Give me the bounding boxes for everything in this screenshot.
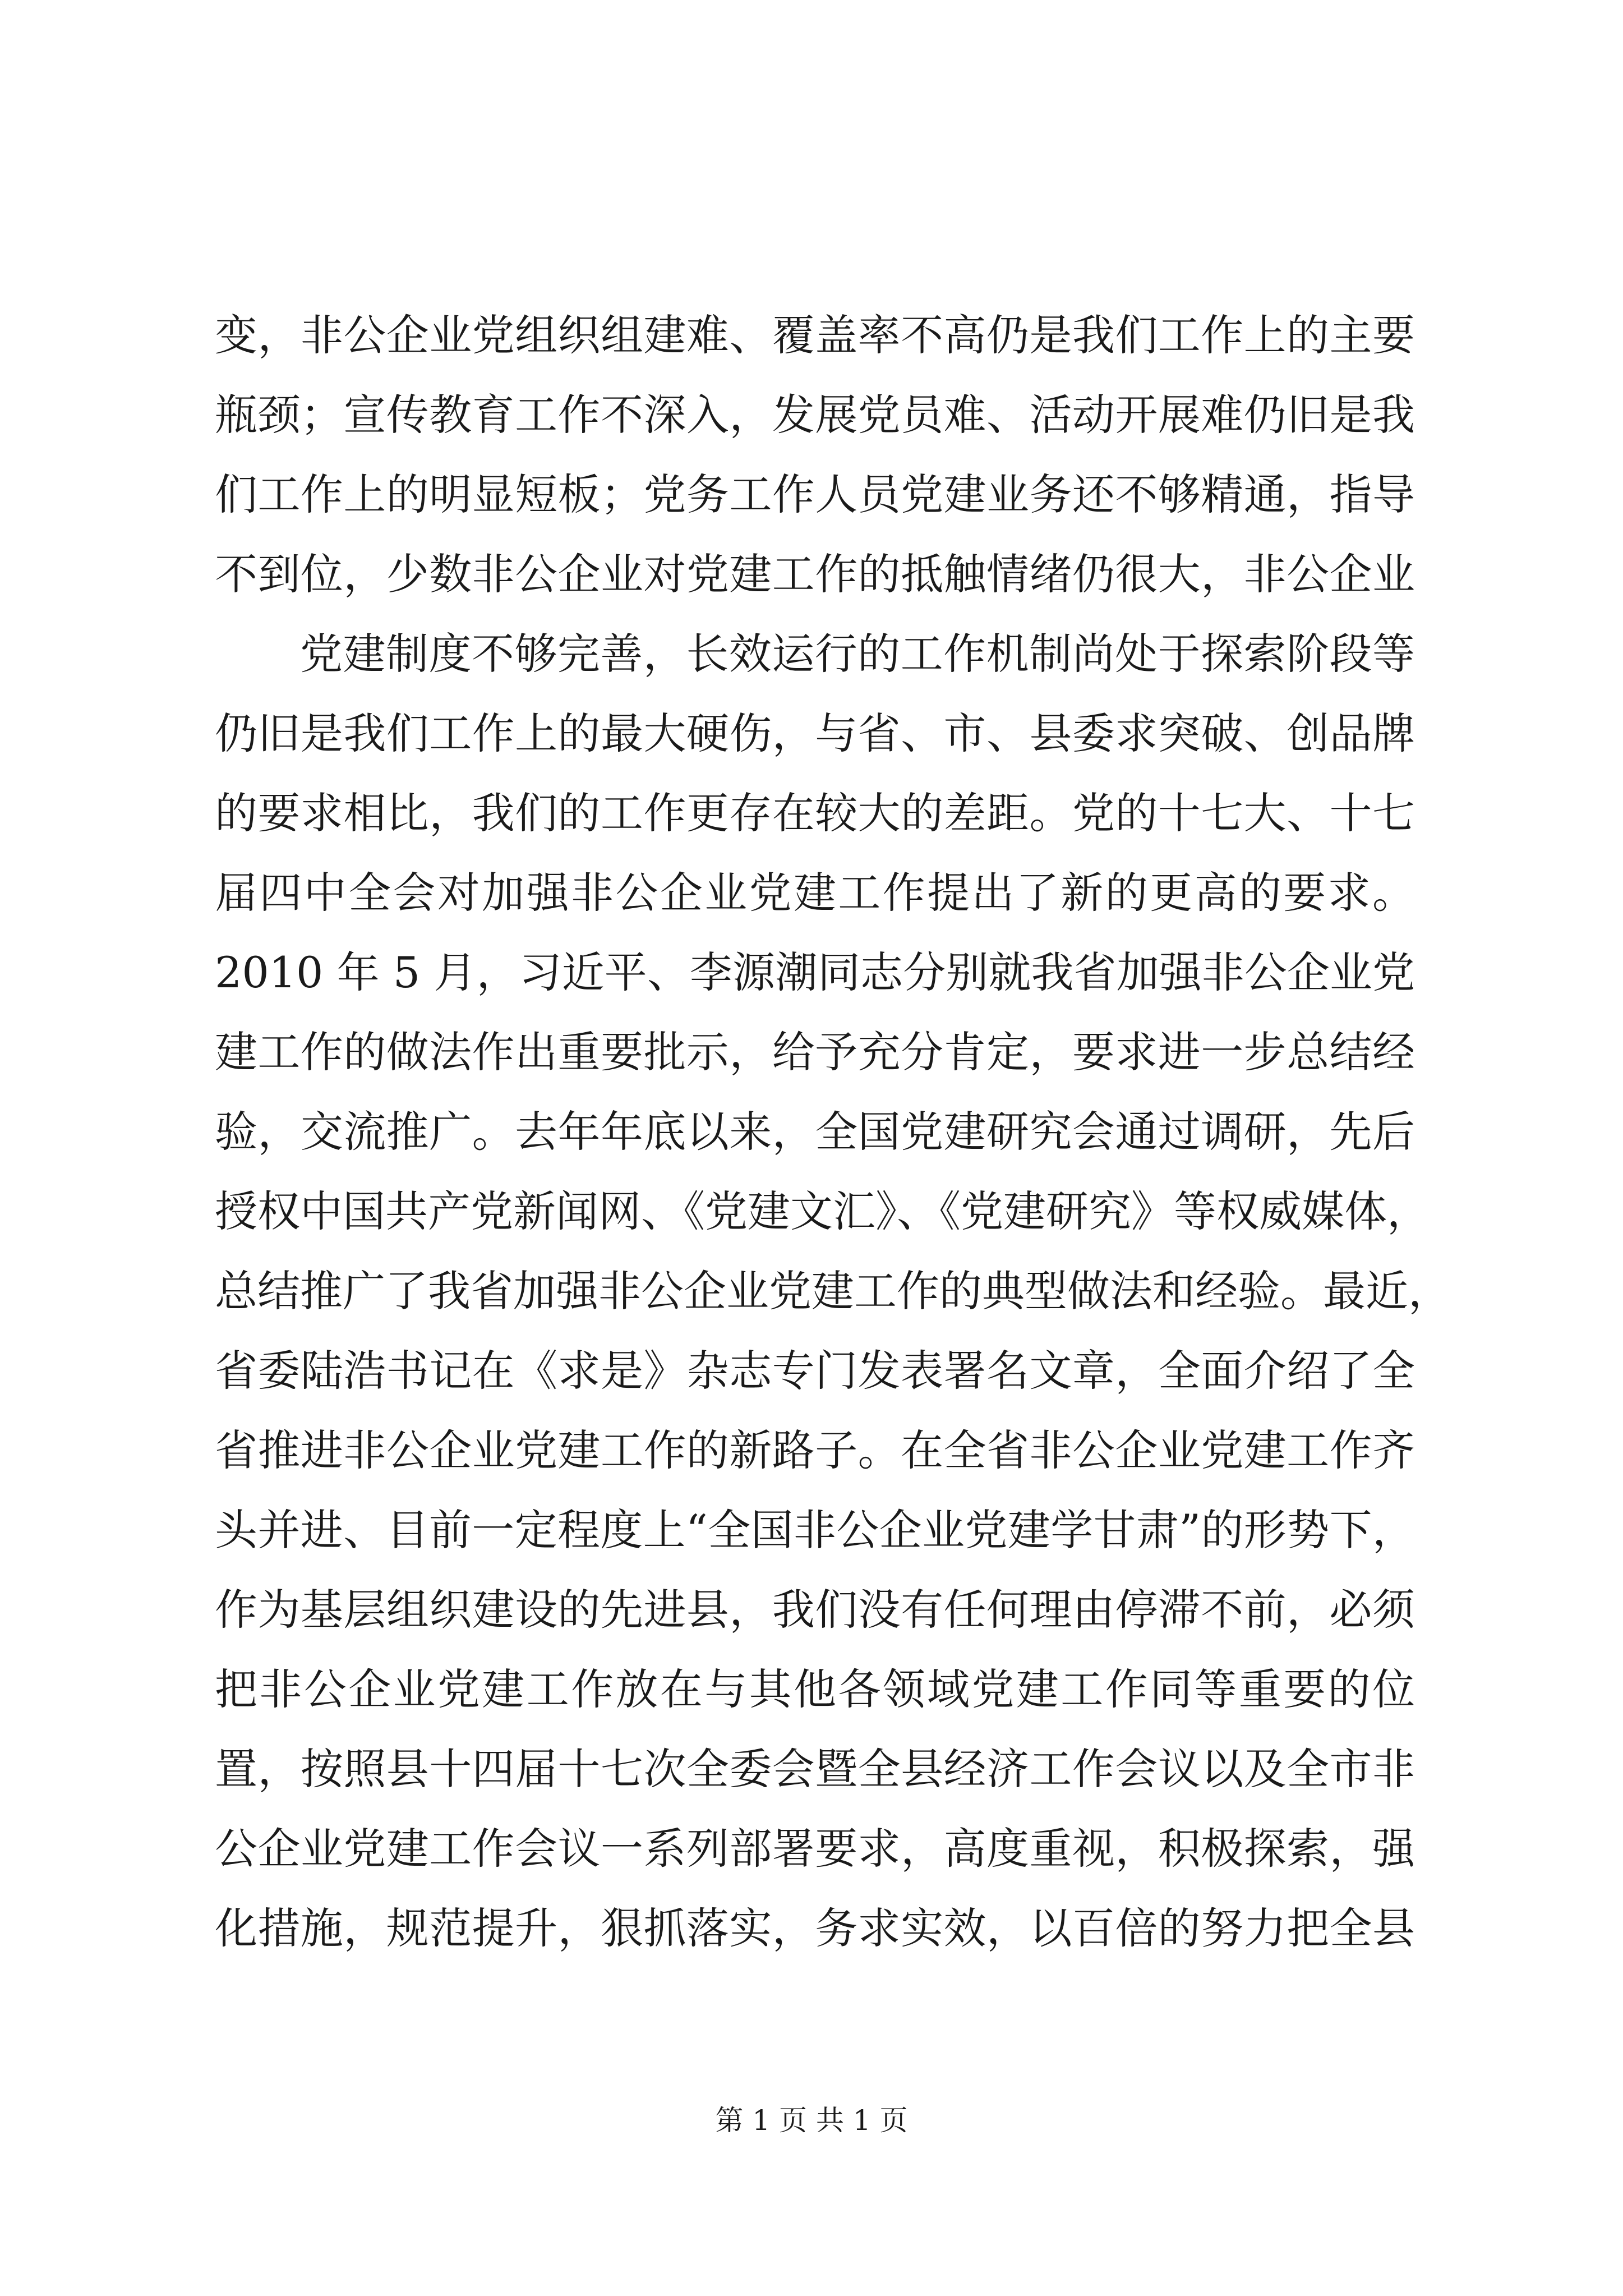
text-line: 省推进非公企业党建工作的新路子。在全省非公企业党建工作齐 — [215, 1425, 1415, 1475]
page-footer: 第 1 页 共 1 页 — [715, 2104, 908, 2137]
text-line: 届四中全会对加强非公企业党建工作提出了新的更高的要求。 — [215, 868, 1415, 918]
text-line: 置，按照县十四届十七次全委会暨全县经济工作会议以及全市非 — [215, 1744, 1415, 1794]
text-line: 建工作的做法作出重要批示，给予充分肯定，要求进一步总结经 — [215, 1027, 1415, 1077]
text-line: 变，非公企业党组织组建难、覆盖率不高仍是我们工作上的主要 — [215, 310, 1415, 360]
text-line: 头并进、目前一定程度上“全国非公企业党建学甘肃”的形势下， — [215, 1505, 1415, 1555]
text-line: 仍旧是我们工作上的最大硬伤，与省、市、县委求突破、创品牌 — [215, 708, 1415, 758]
text-line: 验，交流推广。去年年底以来，全国党建研究会通过调研，先后 — [215, 1107, 1415, 1157]
text-line: 瓶颈；宣传教育工作不深入，发展党员难、活动开展难仍旧是我 — [215, 390, 1415, 440]
text-line: 的要求相比，我们的工作更存在较大的差距。党的十七大、十七 — [215, 788, 1415, 838]
text-line: 们工作上的明显短板；党务工作人员党建业务还不够精通，指导 — [215, 470, 1415, 519]
text-line: 化措施，规范提升，狠抓落实，务求实效，以百倍的努力把全县 — [215, 1903, 1415, 1953]
text-line: 省委陆浩书记在《求是》杂志专门发表署名文章，全面介绍了全 — [215, 1346, 1415, 1396]
text-line: 把非公企业党建工作放在与其他各领域党建工作同等重要的位 — [215, 1664, 1415, 1714]
text-line: 不到位，少数非公企业对党建工作的抵触情绪仍很大，非公企业 — [215, 549, 1415, 599]
text-line: 公企业党建工作会议一系列部署要求，高度重视，积极探索，强 — [215, 1824, 1415, 1874]
text-line: 作为基层组织建设的先进县，我们没有任何理由停滞不前，必须 — [215, 1585, 1415, 1635]
text-line: 党建制度不够完善，长效运行的工作机制尚处于探索阶段等 — [300, 629, 1415, 679]
text-line: 2010 年 5 月，习近平、李源潮同志分别就我省加强非公企业党 — [215, 947, 1415, 997]
text-line: 总结推广了我省加强非公企业党建工作的典型做法和经验。最近， — [215, 1266, 1451, 1316]
text-line: 授权中国共产党新闻网、《党建文汇》、《党建研究》等权威媒体， — [215, 1186, 1430, 1236]
